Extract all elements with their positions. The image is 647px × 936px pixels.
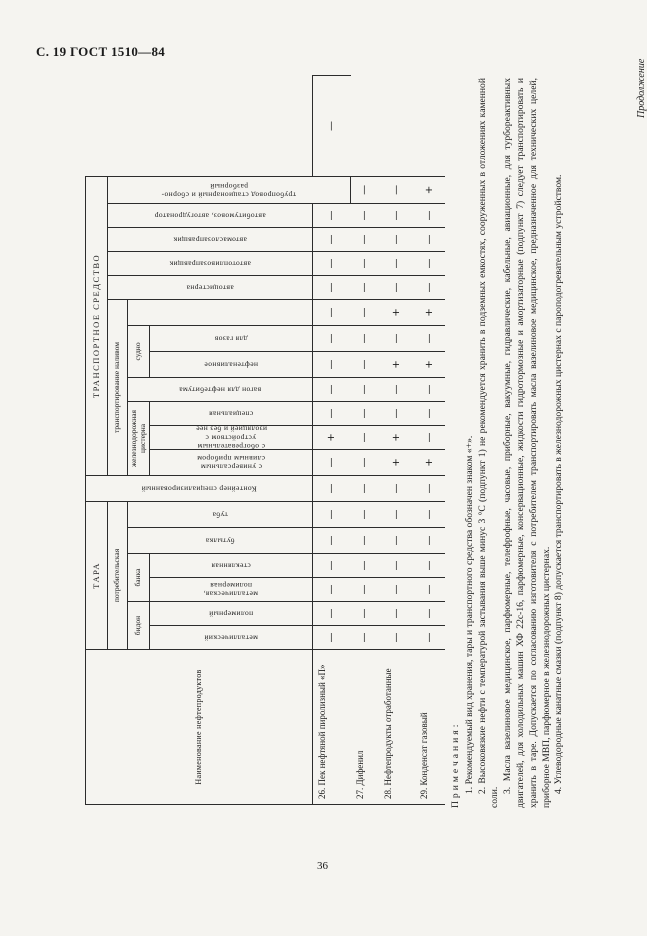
cell-mark: — bbox=[312, 351, 350, 377]
cell-mark: — bbox=[379, 578, 415, 602]
cell-mark: + bbox=[379, 351, 415, 377]
header-transport: ТРАНСПОРТНОЕ СРЕДСТВО bbox=[86, 176, 108, 475]
cell-mark: + bbox=[379, 299, 415, 325]
header-product-name: Наименование нефтепродуктов bbox=[86, 650, 313, 805]
cell-mark: — bbox=[312, 76, 350, 177]
cell-mark: — bbox=[312, 203, 350, 227]
cell-mark: — bbox=[379, 377, 415, 401]
cell-mark: + bbox=[312, 425, 350, 449]
note-3: 3. Масла вазелиновое медицинское, парфюмерные, телефрофные, часовые, приборные, вакуумные, гидравлические, кабельные, авиационные, для турбореактивных двигателей, для холодильных машин ХФ 22с-16, парфюмерные, консервационные, жидкости гидротормозные и амортизаторные (подпункт 7) следует транспортировать и хранить в таре. Допускается по согласованию изготовителя с потребителем транспортировать масла вазелиновое медицинское, предназначенное для технических целей, приборное МВП, парфюмерное в железнодорожных цистернах. bbox=[502, 78, 552, 808]
header-tube: туба bbox=[128, 501, 313, 527]
header-wagon: вагон для нефтебитума bbox=[128, 377, 313, 401]
cell-mark: — bbox=[351, 203, 379, 227]
cell-mark: — bbox=[415, 377, 445, 401]
cell-mark: + bbox=[415, 176, 445, 203]
page-header: С. 19 ГОСТ 1510—84 bbox=[36, 44, 166, 59]
cell-mark: — bbox=[351, 554, 379, 578]
cell-mark: — bbox=[312, 401, 350, 425]
cell-mark: + bbox=[415, 449, 445, 475]
cell-mark: — bbox=[379, 325, 415, 351]
cell-mark: — bbox=[415, 602, 445, 626]
cell-mark: — bbox=[415, 554, 445, 578]
cell-mark: — bbox=[379, 475, 415, 501]
header-pipeline: трубопровод стационарный и сборно-разборный bbox=[108, 176, 351, 203]
note-2: 2. Высоковязкие нефти с температурой застывания выше минус 3 °С (подпункт 1) не рекомендуется хранить в подземных емкостях, сооруженных в отложениях каменной соли. bbox=[476, 78, 501, 808]
header-bottle: бутылка bbox=[128, 528, 313, 554]
header-banka-metal: металлическая, полимерная bbox=[150, 578, 313, 602]
header-automaslo: автомаслозаправщик bbox=[108, 227, 313, 251]
continuation-label: Продолжение bbox=[636, 58, 647, 118]
header-bidon: бидон bbox=[128, 602, 150, 650]
cell-mark: — bbox=[312, 227, 350, 251]
cell-mark: — bbox=[351, 176, 379, 203]
header-vessel-oil: нефтеналивное bbox=[150, 351, 313, 377]
row-name: 27. Дифенил bbox=[351, 650, 379, 805]
cell-mark: — bbox=[312, 602, 350, 626]
header-autofuel: автотопливозаправщик bbox=[108, 251, 313, 275]
cell-mark: — bbox=[351, 227, 379, 251]
cell-mark: — bbox=[312, 554, 350, 578]
header-container: Контейнер специализированный bbox=[86, 475, 313, 501]
header-consumer: потребительская bbox=[108, 501, 128, 649]
header-bidon-poly: полимерный bbox=[150, 602, 313, 626]
cell-mark: — bbox=[415, 401, 445, 425]
cell-mark: — bbox=[351, 275, 379, 299]
header-vessel-gas: для газов bbox=[150, 325, 313, 351]
header-autotank: автоцистерна bbox=[108, 275, 313, 299]
cell-mark: — bbox=[312, 501, 350, 527]
cell-mark: — bbox=[312, 449, 350, 475]
cell-mark: — bbox=[379, 501, 415, 527]
note-4: 4. Углеводородные канатные смазки (подпункт 8) допускается транспортировать в железнодорожных цистернах с пароподогревательным устройством. bbox=[553, 174, 565, 794]
header-rail-universal: с универсальным сливным прибором bbox=[150, 449, 313, 475]
cell-mark: + bbox=[415, 299, 445, 325]
cell-mark: — bbox=[351, 626, 379, 650]
cell-mark: + bbox=[415, 351, 445, 377]
header-spacer-2 bbox=[150, 299, 313, 325]
cell-mark: — bbox=[351, 325, 379, 351]
page-number: 36 bbox=[317, 860, 328, 872]
cell-mark: — bbox=[379, 626, 415, 650]
cell-mark: — bbox=[379, 251, 415, 275]
cell-mark: + bbox=[379, 449, 415, 475]
row-name: 29. Конденсат газовый bbox=[415, 650, 445, 805]
header-autobitum: автобитумовоз, автогудронатор bbox=[108, 203, 313, 227]
cell-mark: — bbox=[312, 578, 350, 602]
cell-mark: — bbox=[351, 449, 379, 475]
cell-mark: — bbox=[351, 251, 379, 275]
row-name: 26. Пек нефтяной пиролизный «П» bbox=[312, 650, 350, 805]
cell-mark: — bbox=[312, 299, 350, 325]
note-1: 1. Рекомендуемый вид хранения, тары и транспортного средства обозначен знаком «+». bbox=[463, 435, 475, 794]
cell-mark: — bbox=[379, 227, 415, 251]
cell-mark: — bbox=[415, 475, 445, 501]
products-table bbox=[85, 75, 445, 805]
cell-mark: — bbox=[351, 475, 379, 501]
header-spacer bbox=[128, 299, 150, 325]
header-banka-glass: стеклянная bbox=[150, 554, 313, 578]
header-banka: банка bbox=[128, 554, 150, 602]
header-tara: ТАРА bbox=[86, 501, 108, 649]
cell-mark: — bbox=[379, 176, 415, 203]
cell-mark: — bbox=[351, 401, 379, 425]
cell-mark: — bbox=[379, 602, 415, 626]
cell-mark: — bbox=[415, 425, 445, 449]
cell-mark: — bbox=[312, 377, 350, 401]
cell-mark: — bbox=[415, 501, 445, 527]
cell-mark: — bbox=[312, 275, 350, 299]
cell-mark: — bbox=[415, 626, 445, 650]
header-bulk: транспортирование наливом bbox=[108, 299, 128, 475]
cell-mark: — bbox=[351, 425, 379, 449]
notes-block bbox=[450, 78, 620, 808]
cell-mark: — bbox=[351, 501, 379, 527]
cell-mark: — bbox=[351, 299, 379, 325]
cell-mark: — bbox=[312, 475, 350, 501]
rotated-table bbox=[85, 75, 445, 805]
cell-mark: — bbox=[351, 602, 379, 626]
cell-mark: — bbox=[379, 203, 415, 227]
cell-mark: — bbox=[415, 325, 445, 351]
cell-mark: — bbox=[415, 578, 445, 602]
cell-mark: — bbox=[379, 275, 415, 299]
header-rail: железнодорожная цистерна bbox=[128, 401, 150, 475]
cell-mark: — bbox=[379, 528, 415, 554]
cell-mark: — bbox=[351, 528, 379, 554]
cell-mark: — bbox=[312, 325, 350, 351]
cell-mark: — bbox=[379, 554, 415, 578]
header-vessel: судно bbox=[128, 325, 150, 377]
cell-mark: — bbox=[415, 251, 445, 275]
cell-mark: — bbox=[351, 578, 379, 602]
cell-mark: — bbox=[415, 275, 445, 299]
notes-title: Примечания: bbox=[450, 721, 461, 808]
cell-mark: — bbox=[379, 401, 415, 425]
cell-mark: — bbox=[415, 203, 445, 227]
row-name: 28. Нефтепродукты отработанные bbox=[379, 650, 415, 805]
header-rail-special: специальная bbox=[150, 401, 313, 425]
cell-mark: — bbox=[312, 626, 350, 650]
cell-mark: — bbox=[351, 351, 379, 377]
header-rail-heater: с обогревательным устройством с изоляцией и без нее bbox=[150, 425, 313, 449]
cell-mark: — bbox=[351, 377, 379, 401]
cell-mark: — bbox=[415, 528, 445, 554]
cell-mark: — bbox=[415, 227, 445, 251]
cell-mark: + bbox=[379, 425, 415, 449]
cell-mark: — bbox=[312, 251, 350, 275]
header-bidon-metal: металлический bbox=[150, 626, 313, 650]
cell-mark: — bbox=[312, 528, 350, 554]
